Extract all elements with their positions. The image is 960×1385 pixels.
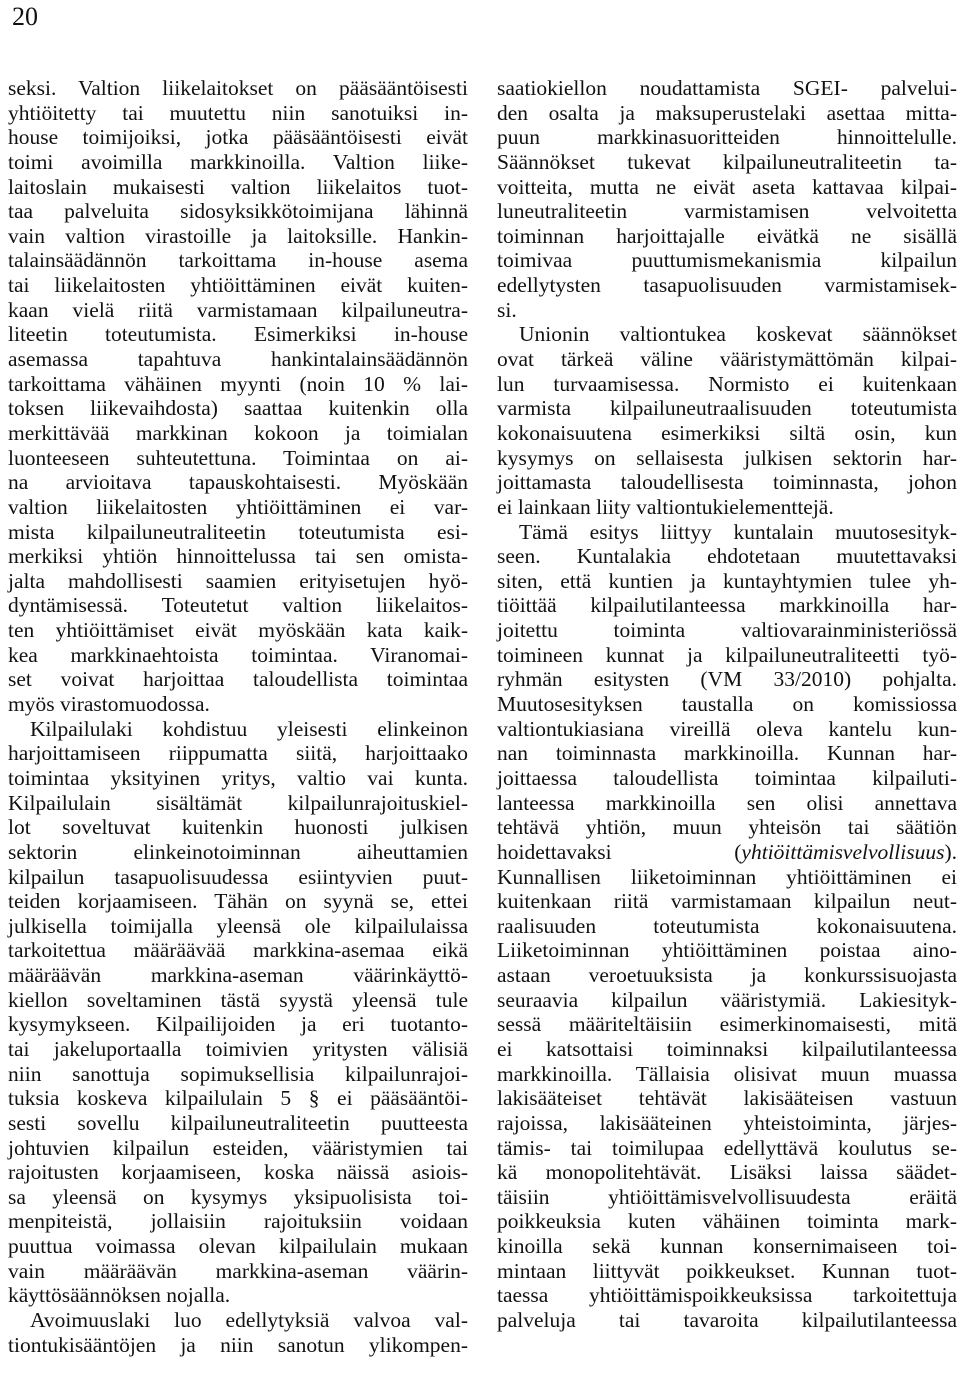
text-line: sesti sovellu kilpailuneutraliteetin puutteesta xyxy=(8,1110,468,1135)
text-line: Kilpailulain sisältämät kilpailunrajoituskiel- xyxy=(8,790,468,815)
text-line: harjoittamiseen riippumatta siitä, harjoittaako xyxy=(8,741,468,766)
text-line: toiminnan harjoittajalle eivätkä ne sisällä xyxy=(497,223,957,248)
text-line: lanteessa markkinoilla sen olisi annettava xyxy=(497,790,957,815)
text-line: johtuvien kilpailun esteiden, vääristymien tai xyxy=(8,1135,468,1160)
text-fragment: ). xyxy=(944,839,957,864)
text-line: lakisääteiset tehtävät lakisääteisen vastuun xyxy=(497,1086,957,1111)
text-line: luonteeseen suhteutettuna. Toimintaa on ai- xyxy=(8,445,468,470)
text-line: ten yhtiöittämiset eivät myöskään kata kaik- xyxy=(8,618,468,643)
text-line: tiontukisääntöjen ja niin sanotun ylikompen- xyxy=(8,1332,468,1357)
text-line: ei lainkaan liity valtiontukielementtejä. xyxy=(497,494,834,519)
text-line: vain määräävän markkina-aseman väärin- xyxy=(8,1258,468,1283)
text-line: Avoimuuslaki luo edellytyksiä valvoa val- xyxy=(30,1308,468,1333)
text-line: Kilpailulaki kohdistuu yleisesti elinkeinon xyxy=(30,716,468,741)
text-line: tai jakeluportaalla toimivien yritysten välisiä xyxy=(8,1036,468,1061)
text-line: yhtiöitetty tai muutettu niin sanotuiksi in- xyxy=(8,100,468,125)
text-line: voitteita, mutta ne eivät aseta kattavaa kilpai- xyxy=(497,174,957,199)
text-line: tiöittää kilpailutilanteessa markkinoilla har- xyxy=(497,593,957,618)
italic-term: yhtiöittämisvelvollisuus xyxy=(741,839,945,864)
text-line: markkinoilla. Tällaisia olisivat muun muassa xyxy=(497,1061,957,1086)
text-line: ryhmän esitysten (VM 33/2010) pohjalta. xyxy=(497,667,957,692)
text-line: käyttösäännöksen nojalla. xyxy=(8,1283,231,1308)
text-line: niin sanottuja sopimuksellisia kilpailunrajoi- xyxy=(8,1061,468,1086)
text-line: Kunnallisen liiketoiminnan yhtiöittäminen ei xyxy=(497,864,957,889)
text-line: saatiokiellon noudattamista SGEI- palvelui- xyxy=(497,76,957,100)
text-line: kysymykseen. Kilpailijoiden ja eri tuotanto- xyxy=(8,1012,468,1037)
text-line: set voivat harjoittaa taloudellista toimintaa xyxy=(8,667,468,692)
text-line: taa palveluita sidosyksikkötoimijana lähinnä xyxy=(8,199,468,224)
text-line: sessä määriteltäisiin esimerkinomaisesti, mitä xyxy=(497,1012,957,1037)
text-line: lot soveltuvat kuitenkin huonosti julkisen xyxy=(8,815,468,840)
text-line: sa yleensä on kysymys yksipuolisista toi- xyxy=(8,1184,468,1209)
text-line: määräävän markkina-aseman väärinkäyttö- xyxy=(8,963,468,988)
text-line: tarkoitettua määräävää markkina-asemaa eikä xyxy=(8,938,468,963)
text-line: joitettu toiminta valtiovarainministeriössä xyxy=(497,618,957,643)
text-line: mista kilpailuneutraliteetin toteutumista esi- xyxy=(8,519,468,544)
text-line: Unionin valtiontukea koskevat säännökset xyxy=(519,322,957,347)
text-line: täisiin yhtiöittämisvelvollisuudesta eräitä xyxy=(497,1184,957,1209)
text-line: puun markkinasuoritteiden hinnoittelulle. xyxy=(497,125,957,150)
text-line: den osalta ja maksuperustelaki asettaa mitta- xyxy=(497,100,957,125)
text-line: kysymys on sellaisesta julkisen sektorin har- xyxy=(497,445,957,470)
text-line: tarkoittama vähäinen myynti (noin 10 % lai- xyxy=(8,371,468,396)
text-line: toimintaa yksityinen yritys, valtio vai kunta. xyxy=(8,765,468,790)
text-line: kea markkinaehtoista toimintaa. Viranomai- xyxy=(8,642,468,667)
text-line: vain valtion virastoille ja laitoksille. Hankin- xyxy=(8,223,468,248)
text-line: seuraavia kilpailun vääristymiä. Lakiesityk- xyxy=(497,987,957,1012)
text-line: na arvioitava tapauskohtaisesti. Myöskään xyxy=(8,470,468,495)
text-line: lun turvaamisessa. Normisto ei kuitenkaan xyxy=(497,371,957,396)
text-line: kokonaisuutena esimerkiksi siltä osin, kun xyxy=(497,420,957,445)
text-line: merkittävää markkinan kokoon ja toimialan xyxy=(8,420,468,445)
text-line: liteetin toteutumista. Esimerkiksi in-house xyxy=(8,322,468,347)
text-line: teiden korjaamiseen. Tähän on syynä se, ettei xyxy=(8,889,468,914)
text-line: taessa yhtiöittämispoikkeuksissa tarkoitettuja xyxy=(497,1283,957,1308)
text-line: poikkeuksia kuten vähäinen toiminta mark- xyxy=(497,1209,957,1234)
left-text-column xyxy=(8,76,468,1357)
text-line: raalisuuden toteutumista kokonaisuutena. xyxy=(497,913,957,938)
text-line: tai liikelaitosten yhtiöittäminen eivät kuiten- xyxy=(8,273,468,298)
text-line: talainsäädännön tarkoittama in-house asema xyxy=(8,248,468,273)
text-line: joittamasta taloudellisesta toiminnasta, johon xyxy=(497,470,957,495)
text-line: dyntämisessä. Toteutetut valtion liikelaitos- xyxy=(8,593,468,618)
text-line: julkisella toimijalla yleensä ole kilpailulaissa xyxy=(8,913,468,938)
text-line: kiellon soveltaminen tästä syystä yleensä tule xyxy=(8,987,468,1012)
text-line: tehtävä yhtiön, muun yhteisön tai säätiön xyxy=(497,815,957,840)
text-line: si. xyxy=(497,297,517,322)
text-line: asemassa tapahtuva hankintalainsäädännön xyxy=(8,347,468,372)
text-line: sektorin elinkeinotoiminnan aiheuttamien xyxy=(8,839,468,864)
text-line: Tämä esitys liittyy kuntalain muutosesityk- xyxy=(519,519,957,544)
text-line: valtiontukiasiana vireillä oleva kantelu kun- xyxy=(497,716,957,741)
text-line: palveluja tai tavaroita kilpailutilanteessa xyxy=(497,1308,957,1333)
text-line: luneutraliteetin varmistamisen velvoitetta xyxy=(497,199,957,224)
text-line: ovat tärkeä väline vääristymättömän kilpai- xyxy=(497,347,957,372)
text-line: mintaan liittyvät poikkeukset. Kunnan tuot- xyxy=(497,1258,957,1283)
text-line: siten, että kuntien ja kuntayhtymien tulee yh- xyxy=(497,568,957,593)
text-line: menpiteistä, jollaisiin rajoituksiin voidaan xyxy=(8,1209,468,1234)
text-line: seen. Kuntalakia ehdotetaan muutettavaksi xyxy=(497,544,957,569)
text-line: kilpailun tasapuolisuudessa esiintyvien puut- xyxy=(8,864,468,889)
text-line: kinoilla sekä kunnan konsernimaiseen toi- xyxy=(497,1234,957,1259)
text-line: seksi. Valtion liikelaitokset on pääsääntöisesti xyxy=(8,76,468,100)
text-line: toksen liikevaihdosta) saattaa kuitenkin olla xyxy=(8,396,468,421)
text-line: joittaessa taloudellista toimintaa kilpailuti- xyxy=(497,765,957,790)
text-line: puuttua voimassa olevan kilpailulain mukaan xyxy=(8,1234,468,1259)
text-line: Liiketoiminnan yhtiöittäminen poistaa aino- xyxy=(497,938,957,963)
text-line: toimivaa puuttumismekanismia kilpailun xyxy=(497,248,957,273)
right-text-column xyxy=(497,76,957,1333)
text-line: kä monopolitehtävät. Lisäksi laissa säädet- xyxy=(497,1160,957,1185)
text-line: tämis- tai toimilupaa edellyttävä koulutus se- xyxy=(497,1135,957,1160)
text-line: ei katsottaisi toiminnaksi kilpailutilanteessa xyxy=(497,1036,957,1061)
text-line: Säännökset tukevat kilpailuneutraliteetin ta- xyxy=(497,149,957,174)
text-line: house toimijoiksi, jotka pääsääntöisesti eivät xyxy=(8,125,468,150)
text-line: jalta mahdollisesti saamien erityisetujen hyö- xyxy=(8,568,468,593)
text-line xyxy=(497,840,957,865)
text-line: astaan veroetuuksista ja konkurssisuojasta xyxy=(497,963,957,988)
text-line: Muutosesityksen taustalla on komissiossa xyxy=(497,692,957,717)
text-line: varmista kilpailuneutraalisuuden toteutumista xyxy=(497,396,957,421)
text-line: valtion liikelaitosten yhtiöittäminen ei var- xyxy=(8,494,468,519)
text-line: nan toiminnasta markkinoilla. Kunnan har- xyxy=(497,741,957,766)
text-line: kaan vielä riitä varmistamaan kilpailuneutra- xyxy=(8,297,468,322)
text-line: rajoissa, lakisääteinen yhteistoiminta, järjes- xyxy=(497,1110,957,1135)
text-line: edellytysten tasapuolisuuden varmistamisek- xyxy=(497,273,957,298)
page-number: 20 xyxy=(12,2,38,31)
text-line: toimi avoimilla markkinoilla. Valtion liike- xyxy=(8,149,468,174)
text-line: tuksia koskeva kilpailulain 5 § ei pääsääntöi- xyxy=(8,1086,468,1111)
text-line: myös virastomuodossa. xyxy=(8,692,210,717)
text-line: laitoslain mukaisesti valtion liikelaitos tuot- xyxy=(8,174,468,199)
text-line: kuitenkaan riitä varmistamaan kilpailun neut- xyxy=(497,889,957,914)
text-line: rajoitusten korjaamiseen, koska näissä asiois- xyxy=(8,1160,468,1185)
text-line: toimineen kunnat ja kilpailuneutraliteetti työ- xyxy=(497,642,957,667)
text-fragment: hoidettavaksi ( xyxy=(497,839,742,864)
text-line: merkiksi yhtiön hinnoittelussa tai sen omista- xyxy=(8,544,468,569)
